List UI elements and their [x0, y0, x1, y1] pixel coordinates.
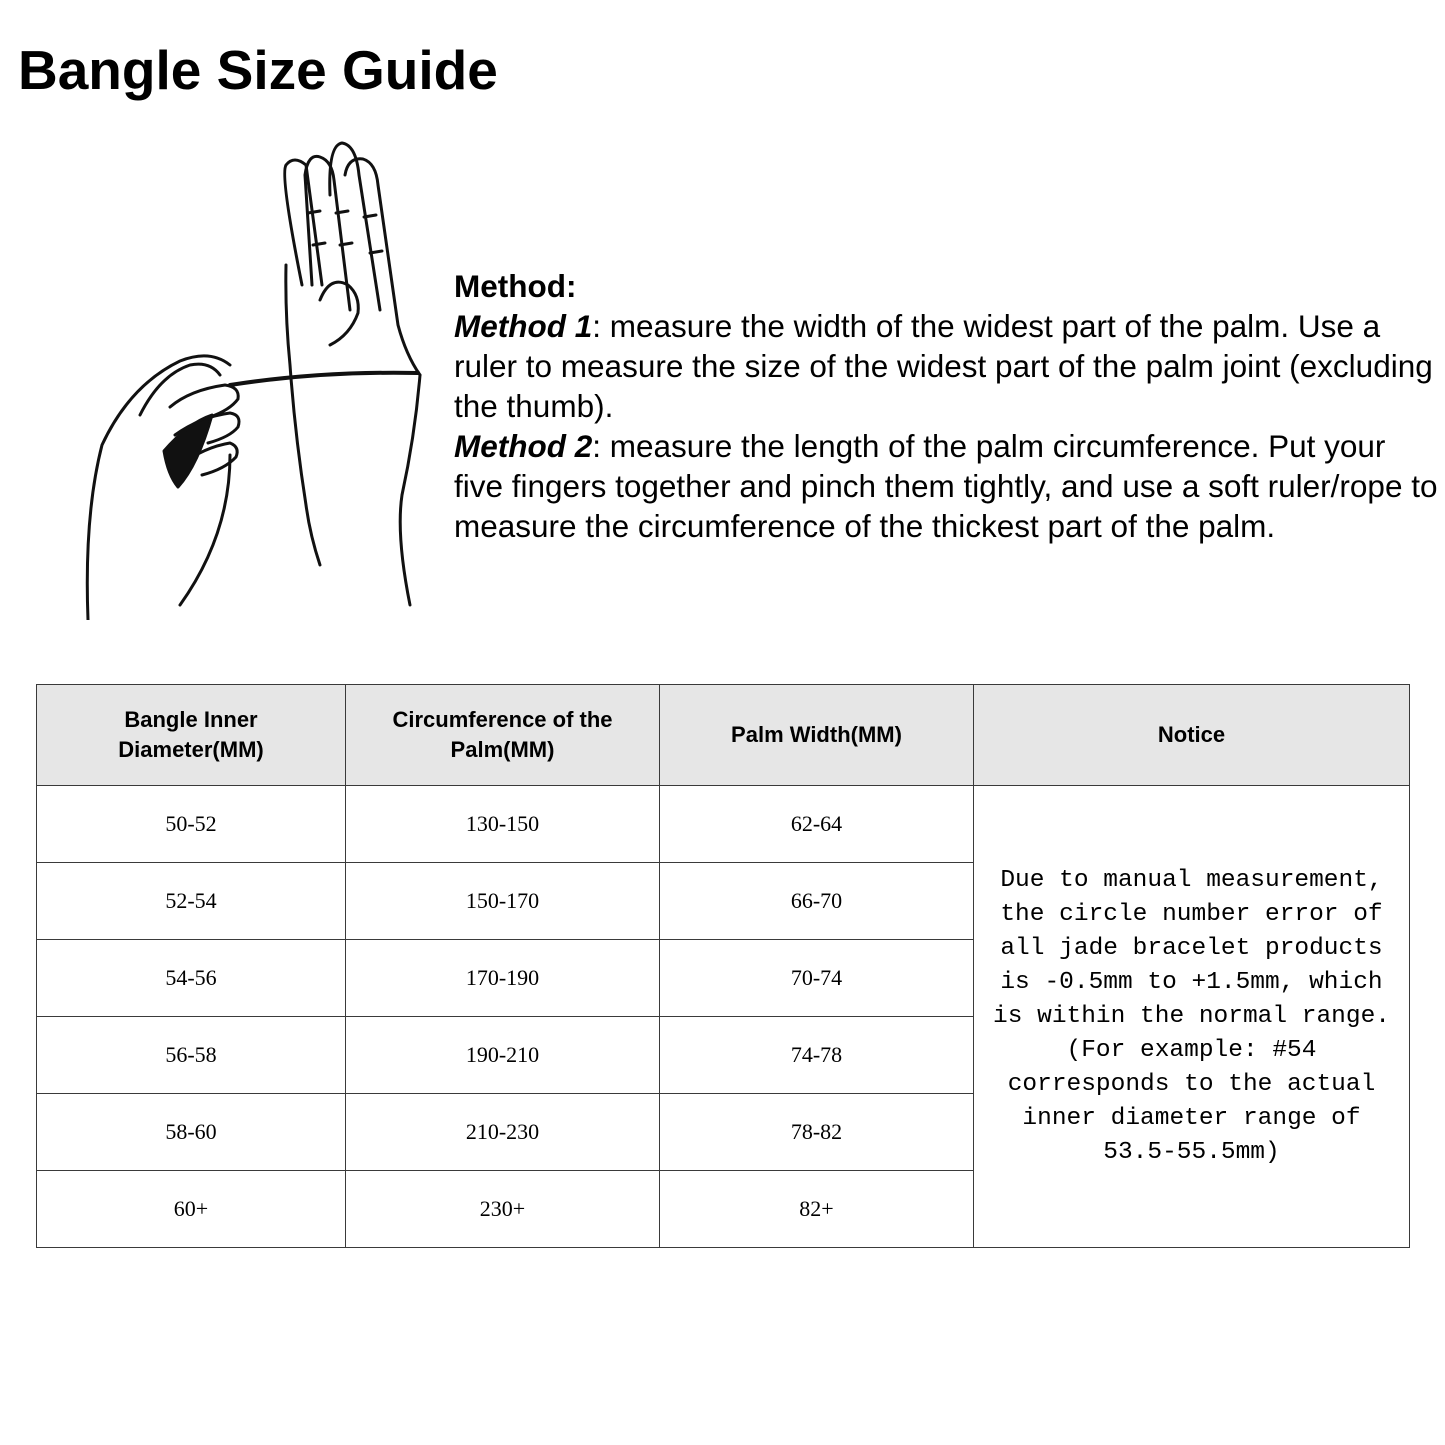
method-1-label: Method 1	[454, 308, 593, 344]
cell-inner-diameter: 50-52	[37, 786, 346, 863]
method-2-paragraph	[454, 426, 1439, 546]
header-inner-diameter: Bangle Inner Diameter(MM)	[37, 685, 346, 786]
method-heading: Method:	[454, 268, 577, 304]
cell-palm-circumference: 130-150	[346, 786, 660, 863]
header-palm-width: Palm Width(MM)	[660, 685, 974, 786]
cell-inner-diameter: 52-54	[37, 863, 346, 940]
cell-inner-diameter: 60+	[37, 1171, 346, 1248]
cell-palm-circumference: 230+	[346, 1171, 660, 1248]
method-1-text: : measure the width of the widest part of the palm. Use a ruler to measure the size of the widest part of the palm joint (excluding the thumb).	[454, 308, 1433, 424]
cell-inner-diameter: 54-56	[37, 940, 346, 1017]
size-table	[36, 684, 1410, 1248]
cell-palm-circumference: 150-170	[346, 863, 660, 940]
cell-palm-circumference: 170-190	[346, 940, 660, 1017]
cell-palm-width: 74-78	[660, 1017, 974, 1094]
method-2-label: Method 2	[454, 428, 593, 464]
cell-palm-width: 62-64	[660, 786, 974, 863]
notice-cell: Due to manual measurement, the circle number error of all jade bracelet products is -0.5mm to +1.5mm, which is within the normal range. (For example: #54 corresponds to the actual inner diameter range of 53.5-55.5mm)	[974, 786, 1410, 1248]
cell-palm-circumference: 190-210	[346, 1017, 660, 1094]
cell-palm-width: 82+	[660, 1171, 974, 1248]
method-1-paragraph	[454, 306, 1439, 426]
cell-palm-circumference: 210-230	[346, 1094, 660, 1171]
cell-palm-width: 66-70	[660, 863, 974, 940]
cell-inner-diameter: 56-58	[37, 1017, 346, 1094]
hand-measuring-icon	[80, 135, 440, 620]
cell-palm-width: 70-74	[660, 940, 974, 1017]
cell-inner-diameter: 58-60	[37, 1094, 346, 1171]
method-2-text: : measure the length of the palm circumference. Put your five fingers together and pinch them tightly, and use a soft ruler/rope to measure the circumference of the thickest part of the palm.	[454, 428, 1438, 544]
table-row	[37, 786, 1410, 863]
header-notice: Notice	[974, 685, 1410, 786]
cell-palm-width: 78-82	[660, 1094, 974, 1171]
page-title: Bangle Size Guide	[18, 39, 498, 101]
table-header-row	[37, 685, 1410, 786]
header-palm-circumference: Circumference of the Palm(MM)	[346, 685, 660, 786]
method-instructions	[454, 266, 1439, 546]
